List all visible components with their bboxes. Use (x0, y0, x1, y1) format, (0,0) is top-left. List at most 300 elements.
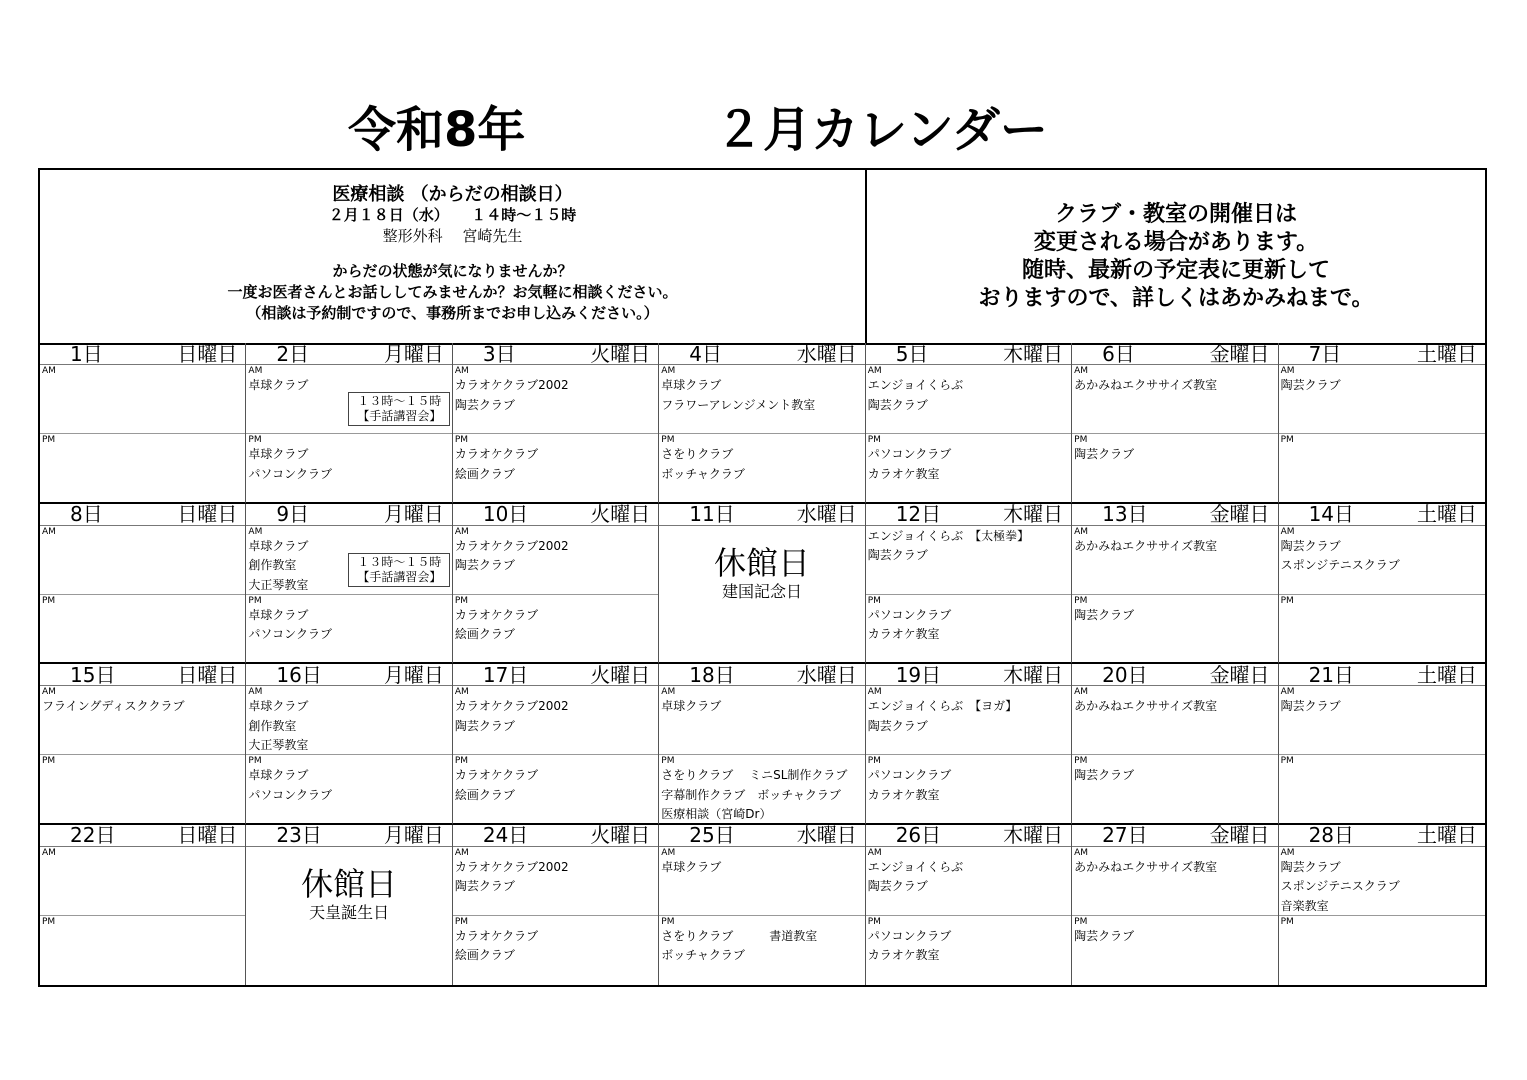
pm-section (1072, 596, 1277, 626)
day-cell (246, 664, 452, 825)
am-section (40, 527, 245, 595)
pm-label: PM (661, 435, 675, 445)
calendar-frame (38, 168, 1487, 987)
day-header (866, 825, 1071, 847)
day-header (246, 504, 451, 526)
pm-label: PM (42, 435, 56, 445)
day-date: 3日 (482, 343, 516, 366)
day-cell (866, 504, 1072, 665)
day-cell (1072, 664, 1278, 825)
day-header (659, 664, 864, 686)
day-cell (246, 825, 452, 986)
pm-activity: カラオケクラブ (454, 447, 539, 461)
am-activity: 陶芸クラブ (1280, 378, 1341, 392)
pm-activity: パソコンクラブ (867, 607, 952, 622)
am-activity: 陶芸クラブ (1280, 859, 1341, 874)
pm-section (246, 435, 451, 484)
am-activity: 陶芸クラブ (867, 718, 928, 733)
day-header (453, 664, 658, 686)
closed-day (659, 544, 864, 602)
day-header (246, 664, 451, 686)
day-cell (246, 504, 452, 665)
day-of-week: 金曜日 (1209, 824, 1270, 847)
day-header (1072, 343, 1277, 365)
am-label: AM (42, 847, 56, 858)
day-header (40, 664, 245, 686)
day-of-week: 土曜日 (1417, 343, 1477, 366)
day-of-week: 土曜日 (1417, 503, 1477, 526)
pm-label: PM (1280, 916, 1294, 927)
day-of-week: 火曜日 (590, 343, 651, 366)
day-header (1279, 825, 1485, 847)
day-cell (866, 343, 1072, 504)
pm-activity: パソコンクラブ (248, 466, 332, 481)
notice-line-3: 随時、最新の予定表に更新して (1021, 257, 1330, 283)
am-activity: カラオケクラブ2002 (454, 378, 569, 392)
day-of-week: 金曜日 (1209, 664, 1270, 687)
day-cell (40, 343, 246, 504)
pm-label: PM (867, 595, 881, 606)
notice-line-2: 変更される場合があります。 (1033, 229, 1319, 255)
day-header (1279, 504, 1485, 526)
medical-doctor: 整形外科 宮崎先生 (382, 227, 523, 245)
day-cell (1279, 664, 1485, 825)
calendar-month-title: ２月カレンダー (715, 102, 1048, 158)
am-activity: あかみねエクササイズ教室 (1074, 699, 1218, 713)
pm-activity: 卓球クラブ (248, 768, 309, 782)
pm-section (866, 917, 1071, 966)
am-activity: 大正琴教室 (248, 738, 309, 752)
am-section (1072, 687, 1277, 755)
am-activity: スポンジテニスクラブ (1280, 558, 1400, 572)
am-section (1279, 848, 1485, 916)
am-section (453, 848, 658, 916)
day-date: 1日 (70, 343, 103, 366)
am-section (659, 848, 864, 916)
day-date: 11日 (689, 503, 735, 526)
day-of-week: 水曜日 (796, 824, 857, 847)
medical-consultation-box (40, 170, 867, 343)
day-date: 18日 (689, 664, 735, 687)
pm-activity: カラオケクラブ (454, 768, 539, 782)
pm-activity: 陶芸クラブ (1074, 607, 1135, 622)
day-header (1279, 343, 1485, 365)
pm-activity: 卓球クラブ (248, 607, 309, 622)
calendar-era-title: 令和8年 (348, 102, 526, 158)
day-header (40, 825, 245, 847)
pm-section (1072, 435, 1277, 465)
pm-label: PM (454, 756, 469, 766)
day-header (40, 504, 245, 526)
day-header (453, 825, 658, 847)
am-activity: あかみねエクササイズ教室 (1074, 538, 1218, 553)
day-cell (40, 664, 246, 825)
day-date: 19日 (895, 664, 942, 687)
am-section (1279, 687, 1485, 755)
pm-section (659, 435, 864, 484)
day-cell (659, 825, 865, 986)
am-activity: 卓球クラブ (661, 699, 722, 713)
am-label: AM (42, 687, 56, 697)
day-cell (1279, 504, 1485, 665)
pm-activity: 医療相談（宮崎Dr） (661, 807, 772, 821)
day-of-week: 土曜日 (1417, 664, 1477, 687)
am-label: AM (1280, 687, 1295, 697)
pm-section (1279, 596, 1485, 606)
am-activity: 陶芸クラブ (1280, 699, 1341, 713)
medical-line-3: （相談は予約制ですので、事務所までお申し込みください。） (246, 304, 659, 322)
am-activity: あかみねエクササイズ教室 (1074, 859, 1218, 874)
pm-label: PM (42, 595, 56, 606)
day-date: 8日 (70, 503, 103, 526)
sign-language-note (348, 392, 450, 426)
am-activity: 陶芸クラブ (454, 558, 515, 572)
am-label: AM (1280, 526, 1295, 537)
pm-activity: カラオケクラブ (454, 928, 539, 943)
day-date: 15日 (70, 664, 116, 687)
pm-activity: パソコンクラブ (867, 928, 952, 943)
am-label: AM (454, 847, 469, 858)
day-of-week: 木曜日 (1003, 664, 1064, 687)
day-header (246, 825, 451, 847)
day-date: 7日 (1308, 343, 1342, 366)
pm-activity: 字幕制作クラブ ボッチャクラブ (661, 787, 841, 802)
day-of-week: 土曜日 (1417, 824, 1477, 847)
closed-label: 休館日 (713, 543, 810, 582)
pm-section (659, 756, 864, 825)
pm-activity: 卓球クラブ (248, 447, 309, 461)
am-activity: 卓球クラブ (248, 378, 309, 392)
am-label: AM (42, 526, 56, 537)
am-label: AM (1074, 687, 1089, 697)
pm-activity: 絵画クラブ (454, 466, 515, 481)
am-label: AM (1074, 847, 1089, 858)
am-activity: フライングディスククラブ (42, 699, 185, 713)
pm-label: PM (1074, 435, 1088, 445)
day-of-week: 金曜日 (1209, 503, 1270, 526)
pm-section (40, 917, 245, 927)
day-of-week: 月曜日 (383, 343, 444, 366)
sign-language-note (348, 553, 450, 587)
pm-label: PM (1074, 916, 1088, 927)
day-date: 6日 (1102, 343, 1135, 366)
day-header (659, 504, 864, 526)
day-of-week: 水曜日 (796, 343, 857, 366)
am-activity: 陶芸クラブ (867, 548, 928, 562)
am-activity: エンジョイくらぶ 【太極拳】 (867, 528, 1030, 543)
pm-activity: 絵画クラブ (454, 787, 515, 802)
am-activity: 卓球クラブ (661, 859, 722, 874)
pm-activity: さをりクラブ 書道教室 (661, 928, 818, 943)
medical-heading: 医療相談 （からだの相談日） (332, 184, 573, 205)
pm-label: PM (454, 916, 469, 927)
pm-activity: 陶芸クラブ (1074, 768, 1135, 782)
am-section (1072, 848, 1277, 916)
pm-activity: 陶芸クラブ (1074, 447, 1135, 461)
am-activity: 陶芸クラブ (867, 397, 928, 412)
am-section (659, 366, 864, 434)
pm-activity: さをりクラブ (661, 447, 734, 461)
pm-activity: カラオケ教室 (867, 466, 940, 481)
am-label: AM (1280, 366, 1295, 376)
am-activity: カラオケクラブ2002 (454, 859, 569, 874)
day-of-week: 日曜日 (177, 503, 238, 526)
day-date: 21日 (1308, 664, 1355, 687)
pm-label: PM (661, 916, 675, 927)
day-cell (1072, 825, 1278, 986)
pm-section (1279, 756, 1485, 766)
note-event: 【手話講習会】 (357, 569, 442, 584)
pm-activity: パソコンクラブ (248, 627, 332, 641)
pm-label: PM (248, 435, 262, 445)
pm-activity: ボッチャクラブ (661, 948, 745, 962)
am-label: AM (1280, 847, 1295, 858)
am-section (1072, 366, 1277, 434)
am-activity: 卓球クラブ (248, 538, 309, 553)
am-section (40, 366, 245, 434)
day-cell (40, 825, 246, 986)
pm-activity: パソコンクラブ (867, 447, 952, 461)
pm-activity: 陶芸クラブ (1074, 928, 1135, 943)
pm-label: PM (867, 916, 881, 927)
am-activity: 陶芸クラブ (867, 879, 928, 893)
closed-day (246, 865, 451, 923)
pm-activity: カラオケ教室 (867, 787, 940, 802)
day-of-week: 木曜日 (1003, 824, 1064, 847)
day-of-week: 木曜日 (1003, 343, 1064, 366)
day-of-week: 日曜日 (177, 664, 238, 687)
day-of-week: 水曜日 (796, 664, 857, 687)
notice-line-4: おりますので、詳しくはあかみねまで。 (978, 285, 1374, 311)
pm-section (453, 917, 658, 966)
day-header (246, 343, 451, 365)
pm-label: PM (454, 435, 469, 445)
am-activity: 大正琴教室 (248, 577, 309, 592)
am-section (1279, 366, 1485, 434)
day-date: 17日 (482, 664, 529, 687)
day-header (40, 343, 245, 365)
am-label: AM (867, 847, 882, 858)
pm-label: PM (661, 756, 675, 766)
pm-section (246, 756, 451, 805)
info-panel (40, 170, 1485, 345)
pm-label: PM (1280, 435, 1294, 445)
pm-activity: パソコンクラブ (248, 787, 332, 802)
am-section (866, 527, 1071, 595)
holiday-name: 建国記念日 (721, 581, 802, 601)
am-activity: 音楽教室 (1280, 898, 1329, 913)
pm-section (453, 596, 658, 645)
am-activity: 陶芸クラブ (454, 718, 515, 733)
day-date: 10日 (482, 503, 529, 526)
pm-label: PM (1074, 595, 1088, 606)
note-time: １３時～１５時 (357, 394, 442, 408)
pm-section (866, 435, 1071, 484)
am-activity: カラオケクラブ2002 (454, 538, 569, 553)
day-date: 27日 (1102, 824, 1148, 847)
day-date: 13日 (1102, 503, 1148, 526)
am-section (40, 848, 245, 916)
pm-section (40, 435, 245, 445)
day-header (1072, 825, 1277, 847)
day-date: 28日 (1308, 824, 1355, 847)
day-date: 20日 (1102, 664, 1148, 687)
am-section (1072, 527, 1277, 595)
day-date: 24日 (482, 824, 529, 847)
day-date: 5日 (895, 343, 929, 366)
day-cell (453, 343, 659, 504)
pm-section (453, 435, 658, 484)
am-activity: 陶芸クラブ (454, 879, 515, 893)
am-activity: 創作教室 (248, 718, 297, 733)
am-activity: カラオケクラブ2002 (454, 699, 569, 713)
am-activity: エンジョイくらぶ (867, 378, 964, 392)
day-header (866, 664, 1071, 686)
closed-label: 休館日 (301, 864, 398, 903)
medical-date: ２月１８日（水） １４時～１５時 (328, 206, 577, 224)
pm-activity: カラオケ教室 (867, 948, 940, 962)
day-header (1072, 664, 1277, 686)
am-activity: 卓球クラブ (248, 699, 309, 713)
am-label: AM (1074, 526, 1089, 537)
day-header (1072, 504, 1277, 526)
am-activity: エンジョイくらぶ (867, 859, 964, 874)
pm-label: PM (1280, 595, 1294, 606)
day-of-week: 火曜日 (590, 664, 651, 687)
am-section (246, 687, 451, 755)
day-cell (659, 504, 865, 665)
am-label: AM (1074, 366, 1089, 376)
am-label: AM (248, 366, 263, 376)
day-cell (40, 504, 246, 665)
pm-section (453, 756, 658, 805)
day-cell (659, 343, 865, 504)
day-of-week: 金曜日 (1209, 343, 1270, 366)
pm-label: PM (248, 756, 262, 766)
day-of-week: 日曜日 (177, 343, 238, 366)
day-cell (659, 664, 865, 825)
am-label: AM (248, 526, 263, 537)
day-cell (1072, 504, 1278, 665)
pm-activity: ボッチャクラブ (661, 466, 745, 481)
day-of-week: 日曜日 (177, 824, 238, 847)
pm-label: PM (867, 435, 881, 445)
day-date: 22日 (70, 824, 116, 847)
am-activity: スポンジテニスクラブ (1280, 879, 1400, 893)
day-cell (866, 825, 1072, 986)
am-section (1279, 527, 1485, 595)
am-label: AM (42, 366, 56, 376)
am-label: AM (661, 366, 676, 376)
am-label: AM (248, 687, 263, 697)
pm-label: PM (248, 595, 262, 606)
day-cell (453, 825, 659, 986)
am-label: AM (454, 526, 469, 537)
am-section (659, 687, 864, 755)
day-date: 12日 (895, 503, 942, 526)
holiday-name: 天皇誕生日 (309, 902, 390, 922)
am-section (866, 366, 1071, 434)
pm-label: PM (454, 595, 469, 606)
pm-section (1072, 917, 1277, 947)
am-activity: フラワーアレンジメント教室 (661, 397, 816, 412)
pm-activity: 絵画クラブ (454, 948, 515, 962)
pm-activity: カラオケ教室 (867, 627, 940, 641)
day-of-week: 水曜日 (796, 503, 857, 526)
pm-section (1279, 435, 1485, 445)
day-cell (453, 504, 659, 665)
day-header (453, 343, 658, 365)
pm-label: PM (1280, 756, 1294, 766)
calendar-grid (40, 343, 1485, 985)
day-of-week: 火曜日 (590, 824, 651, 847)
pm-section (866, 756, 1071, 805)
pm-label: PM (867, 756, 881, 766)
am-activity: 創作教室 (248, 558, 297, 572)
pm-section (246, 596, 451, 645)
pm-activity: パソコンクラブ (867, 768, 952, 782)
am-activity: 陶芸クラブ (1280, 538, 1341, 553)
day-header (659, 343, 864, 365)
am-label: AM (661, 847, 676, 858)
day-cell (1279, 825, 1485, 986)
day-of-week: 月曜日 (383, 664, 444, 687)
pm-label: PM (1074, 756, 1088, 766)
am-label: AM (454, 687, 469, 697)
pm-label: PM (42, 756, 56, 766)
schedule-notice-box (867, 170, 1485, 343)
am-section (40, 687, 245, 755)
am-section (866, 687, 1071, 755)
am-section (453, 687, 658, 755)
day-date: 23日 (276, 824, 322, 847)
am-activity: あかみねエクササイズ教室 (1074, 378, 1218, 392)
am-label: AM (867, 687, 882, 697)
day-header (866, 504, 1071, 526)
am-section (453, 527, 658, 595)
day-date: 14日 (1308, 503, 1355, 526)
day-date: 25日 (689, 824, 735, 847)
pm-activity: カラオケクラブ (454, 607, 539, 622)
pm-section (659, 917, 864, 966)
am-label: AM (661, 687, 676, 697)
pm-section (40, 596, 245, 606)
day-header (453, 504, 658, 526)
day-of-week: 月曜日 (383, 503, 444, 526)
pm-section (1072, 756, 1277, 786)
am-section (866, 848, 1071, 916)
day-header (866, 343, 1071, 365)
pm-label: PM (42, 916, 56, 927)
am-label: AM (867, 366, 882, 376)
note-event: 【手話講習会】 (357, 409, 442, 423)
day-cell (1072, 343, 1278, 504)
am-label: AM (454, 366, 469, 376)
day-date: 4日 (689, 343, 723, 366)
day-cell (453, 664, 659, 825)
day-cell (1279, 343, 1485, 504)
day-date: 2日 (276, 343, 310, 366)
pm-section (1279, 917, 1485, 927)
pm-activity: さをりクラブ ミニSL制作クラブ (661, 768, 848, 782)
medical-line-2: 一度お医者さんとお話ししてみませんか？お気軽に相談ください。 (227, 283, 678, 301)
day-header (659, 825, 864, 847)
day-cell (246, 343, 452, 504)
day-header (1279, 664, 1485, 686)
day-date: 9日 (276, 503, 310, 526)
day-of-week: 火曜日 (590, 503, 651, 526)
note-time: １３時～１５時 (357, 554, 442, 569)
